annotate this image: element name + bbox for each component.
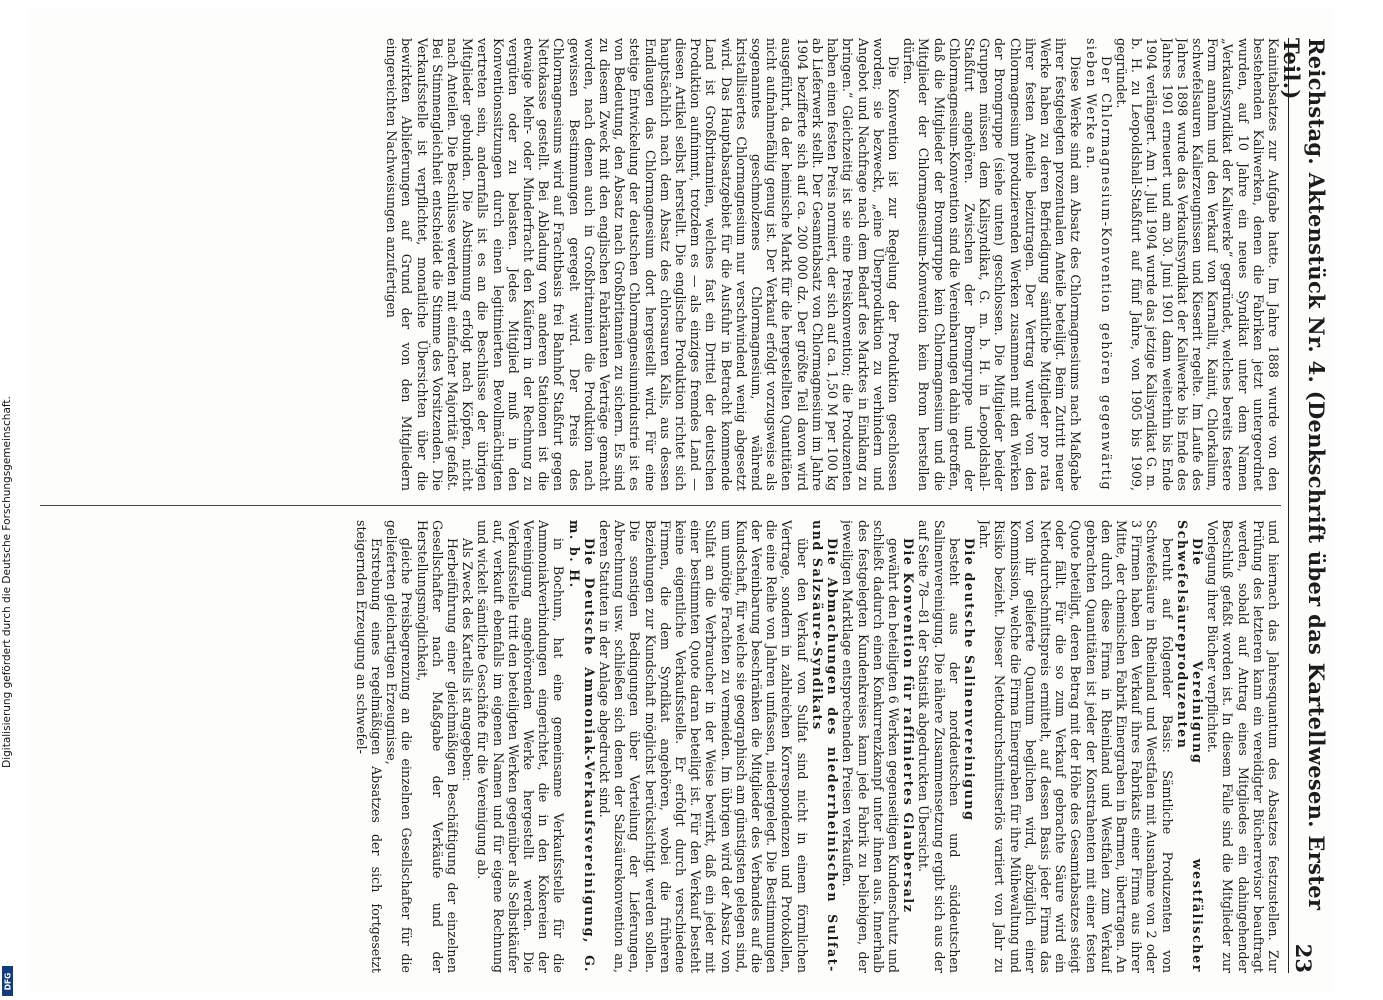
list-item: Herbeiführung einer gleichmäßigen Beschäftigung der einzelnen Gesellschafter nach Maßgabe der Verkäufe und der Herstellungsmöglichkeit, [414,520,461,973]
list-item: Erstrebung eines regelmäßigen Absatzes der sich fortgesetzt steigernden Erzeugung an schwefel- [353,520,385,973]
paragraph: Die Konvention ist zur Regelung der Produktion geschlossen worden; sie bezweckt, „eine Überproduktion zu verhindern und Angebot und Nachfrage nach dem Bedarf des Marktes in Einklang zu bringen.“ Gleichzeitig ist sie eine Preiskonvention; die Produzenten haben einen festen Preis normiert, der sich auf ca. 1,50 M per 100 kg ab Lieferwerk stellt. Der Gesamtabsatz von Chlormagnesium im Jahre 1904 bezifferte sich auf ca. 200 000 dz. Der größte Teil davon wird ausgeführt, da der heimische Markt für die hergestellten Quantitäten nicht aufnahmefähig genug ist. Der Verkauf erfolgt vorzugsweise als sogenanntes geschmolzenes Chlormagnesium, während kristallisiertes Chlormagnesium nur verschwindend wenig abgesetzt wird. Das Hauptabsatzgebiet für die Ausfuhr in Betracht kommende Land ist Großbritannien, welches fast ein Drittel der deutschen Produktion aufnimmt, trotzdem es — als einziges fremdes Land — diesen Artikel selbst herstellt. Die englische Produktion richtet sich hauptsächlich nach dem Absatz des chlorsauren Kalis, aus dessen Endlaugen das Chlormagnesium dort hergestellt wird. Für eine stetige Entwickelung der deutschen Chlormagnesiumindustrie ist es von Bedeutung, den Absatz nach Großbritannien zu sichern. Es sind zu diesem Zweck mit den englischen Fabrikanten Verträge gemacht worden, nach denen auch in Großbritannien die Produktion nach gewissen Bestimmungen geregelt wird. Der Preis des Chlormagnesiums wird auf Frachtbasis frei Bahnhof Staßfurt gegen Nettokasse gestellt. Bei Abladung von anderen Stationen ist die etwaige Mehr- oder Minderfracht den Käufern in der Rechnung zu vergüten oder zu belasten. Jedes Mitglied muß in den Konventionssitzungen durch einen legitimierten Bevollmächtigten vertreten sein, andernfalls ist es an die Beschlüsse der übrigen Mitglieder gebunden. Die Abstimmung erfolgt nach Köpfen, nicht nach Anteilen. Die Beschlüsse werden mit einfacher Majorität gefaßt. Bei Stimmengleichheit entscheidet die Stimme des Vorsitzenden. Die Verkaufsstelle ist verpflichtet, monatliche Übersichten über die bewirkten Ablieferungen auf Grund der von den Mitgliedern eingereichten Nachweisungen anzufertigen [384,38,901,491]
document-page [28,8,1333,993]
paragraph: gewährt den beteiligten 6 Werken gegenseitigen Kundenschutz und schließt dadurch einen Konkurrenzkampf unter ihnen aus. Innerhalb des festgelegten Kundenkreises kann jede Fabrik zu beliebigen, der jeweiligen Marktlage entsprechenden Preisen verkaufen. [840,520,901,973]
paragraph: über den Verkauf von Sulfat sind nicht in einem förmlichen Vertrage, sondern in zahlreichen Korrespondenzen und Protokollen, die eine Reihe von Jahren umfassen, niedergelegt. Die Bestimmungen der Vereinbarung beschränken die Mitglieder des Verbandes auf die Kundschaft, für welche sie geographisch am günstigsten gelegen sind, um unnötige Frachten zu vermeiden. Im übrigen wird der Absatz von Sulfat an die Verbraucher in der Weise bewirkt, daß ein jeder mit einer bestimmten Quote daran beteiligt ist. Für den Verkauf besteht keine eigentliche Verkaufsstelle. Er erfolgt durch verschiedene Firmen, die dem Syndikat angehören, wobei die früheren Beziehungen zur Kundschaft möglichst berücksichtigt werden sollen. Die sonstigen Bedingungen über Verteilung der Lieferungen, Abrechnung usw. schließen sich denen der Salzsäurekonvention an, deren Statuten in der Anlage abgedruckt sind. [597,520,810,973]
paragraph: beruht auf folgender Basis: Sämtliche Produzenten von Schwefelsäure in Rheinland und Westfalen mit Ausnahme von 2 oder 3 Firmen haben den Verkauf ihres Fabrikats einer Firma aus ihrer Mitte, der chemischen Fabrik Einergraben in Barmen, übertragen. An den durch diese Firma in Rheinland und Westfalen zum Verkauf gebrachten Quantitäten ist jeder der Konstrahenten mit einer festen Quote beteiligt, deren Betrag mit der Höhe des Gesamtabsatzes steigt oder fällt. Für die so zum Verkauf gebrachte Säure wird ein Nettodurchschnittspreis ermittelt, auf dessen Basis jeder Firma das von ihr gelieferte Quantum beglichen wird, abzüglich einer Kommission, welche die Firma Einergraben für ihre Mühewaltung und Risiko bezieht. Dieser Nettodurchschnittserlös variiert von Jahr zu Jahr. [977,520,1175,973]
purpose-list [354,520,460,973]
page-header-title: Reichstag. Aktenstück Nr. 4. (Denkschrift über das Kartellwesen. Erster Teil.) [1279,38,1329,911]
right-column [40,520,1281,973]
paragraph: in Bochum, hat eine gemeinsame Verkaufsstelle für die Ammoniakverbindungen eingerichtet, die in den Kokereien der Vereinigung angehörenden Werke hergestellt werden. Die Verkaufsstelle tritt den beteiligten Werken gegenüber als Selbstkäufer auf, verkauft ebenfalls im eigenen Namen und für eigene Rechnung und wickelt sämtliche Geschäfte für die Vereinigung ab. [475,520,567,973]
paragraph: und hiernach das Jahresquantum des Absatzes festzustellen. Zur Prüfung des letzteren kann ein vereidigter Bücherrevisor beauftragt werden, sobald auf Antrag eines Mitgliedes ein dahingehender Beschluß gefaßt worden ist. In diesem Falle sind die Mitglieder zur Vorlegung ihrer Bücher verpflichtet. [1205,520,1281,973]
text-columns [40,38,1281,973]
digitization-sidebar [0,0,14,1000]
paragraph: Kainitabsatzes zur Aufgabe hatte. Im Jahre 1888 wurde von den bestehenden Kaliwerken, denen die Fabriken jetzt untergeordnet wurden, auf 10 Jahre ein neues Syndikat unter dem Namen „Verkaufssyndikat der Kaliwerke“ gegründet, welches bereits festere Form annahm und den Verkauf von Karnallit, Kainit, Chlorkalium, schwefelsauren Kalierzeugnissen und Kieserit regelte. Im Laufe des Jahres 1898 wurde das Verkaufssyndikat der Kaliwerke bis Ende des Jahres 1901 erneuert und am 30. Juni 1901 dann weiterhin bis Ende 1904 verlängert. Am 1. Juli 1904 wurde das jetzige Kalisyndikat G. m. b. H. zu Leopoldshall-Staßfurt auf fünf Jahre, von 1905 bis 1909, gegründet. [1113,38,1281,491]
running-header [1279,38,1329,973]
page-number: 23 [1291,943,1317,973]
section-heading-schwefelsaeure: Die Vereinigung westfälischer Schwefelsäureproduzenten [1174,520,1205,973]
dfg-credit-text: Digitalisierung gefördert durch die Deutsche Forschungsgemeinschaft. [1,396,13,768]
left-column [40,38,1281,491]
paragraph: Diese Werke sind am Absatz des Chlormagnesiums nach Maßgabe ihrer festgelegten prozentualen Anteile beteiligt. Beim Zutritt neuer Werke haben zu deren Befriedigung sämtliche Mitglieder pro rata ihrer festen Anteile beizutragen. Der Vertrag wurde von den Chlormagnesium produzierenden Werken zusammen mit den Werken der Bromgruppe (siehe unten) geschlossen. Die Mitglieder beider Gruppen müssen dem Kalisyndikat, G. m. b. H. in Leopoldshall-Staßfurt angehören. Zwischen der Bromgruppe und der Chlormagnesium-Konvention sind die Vereinbarungen dahin getroffen, daß die Mitglieder der Bromgruppe kein Chlormagnesium und die Mitglieder der Chlormagnesium-Konvention kein Brom herstellen dürfen. [901,38,1084,491]
paragraph: besteht aus der norddeutschen und süddeutschen Salinenvereinigung. Die nähere Zusammensetzung ergibt sich aus der auf Seite 78—81 der Statistik abgedruckten Übersicht. [916,520,962,973]
section-heading-salinen: Die deutsche Salinenvereinigung [961,538,977,822]
section-heading-glaubersalz: Die Konvention für raffiniertes Glaubersalz [901,538,917,914]
section-heading-sulfat: Die Abmachungen des niederrheinischen Sulfat- und Salzsäure-Syndikats [809,520,841,973]
list-item: gleiche Preisbegrenzung an die einzelnen Gesellschafter für die gelieferten gleichartigen Erzeugnisse, [384,520,415,973]
section-heading-chlormagnesium: Der Chlormagnesium-Konvention gehören gegenwärtig sieben Werke an. [1083,38,1114,491]
paragraph: Als Zweck des Kartells ist angegeben: [460,538,476,782]
dfg-logo: DFG [2,966,13,996]
section-heading-ammoniak: Die Deutsche Ammoniak-Verkaufsvereinigung, G. m. b. H. [566,520,597,973]
column-divider [40,505,1281,506]
